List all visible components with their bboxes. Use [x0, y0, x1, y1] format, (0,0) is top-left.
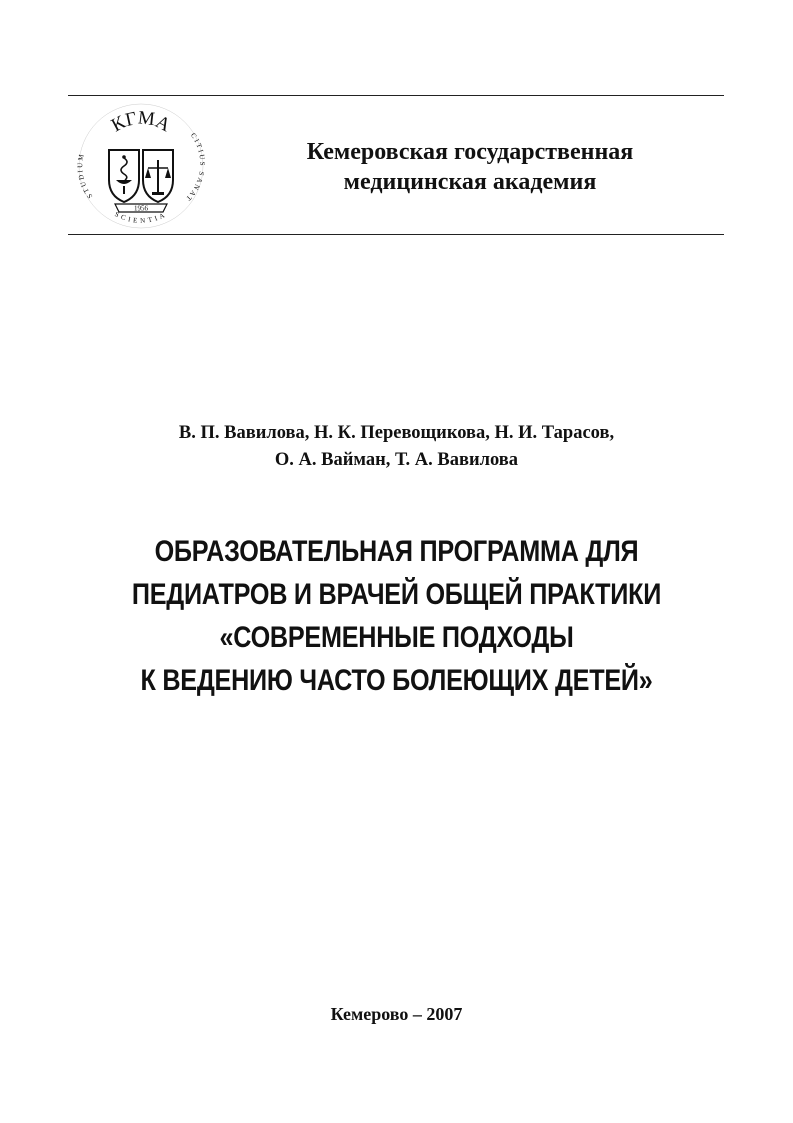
authors: [60, 420, 733, 474]
title-line: «СОВРЕМЕННЫЕ ПОДХОДЫ: [219, 621, 574, 654]
place-and-year: Кемерово – 2007: [330, 1004, 463, 1024]
medical-academy-emblem-icon: [75, 100, 207, 232]
logo-year: 1956: [134, 204, 148, 213]
authors-line: В. П. Вавилова, Н. К. Перевощикова, Н. И. Тарасов,: [178, 423, 615, 443]
title-line: ОБРАЗОВАТЕЛЬНАЯ ПРОГРАММА ДЛЯ: [154, 535, 639, 568]
institution-name: [230, 137, 710, 197]
logo-motto-bottom: SCIENTIA: [113, 210, 169, 225]
title-line: К ВЕДЕНИЮ ЧАСТО БОЛЕЮЩИХ ДЕТЕЙ»: [140, 664, 653, 697]
logo-motto-right: CITIUS SANAT: [183, 131, 207, 204]
document-title: [40, 530, 753, 702]
authors-line: О. А. Вайман, Т. А. Вавилова: [274, 450, 519, 470]
title-line: ПЕДИАТРОВ И ВРАЧЕЙ ОБЩЕЙ ПРАКТИКИ: [131, 578, 662, 611]
institution-line: Кемеровская государственная: [306, 139, 634, 165]
logo-text-top: КГМА: [107, 107, 174, 137]
logo-motto-left: STUDIUM: [76, 151, 95, 200]
top-rule: [68, 95, 724, 96]
institution-line: медицинская академия: [343, 169, 597, 195]
bottom-rule: [68, 234, 724, 235]
